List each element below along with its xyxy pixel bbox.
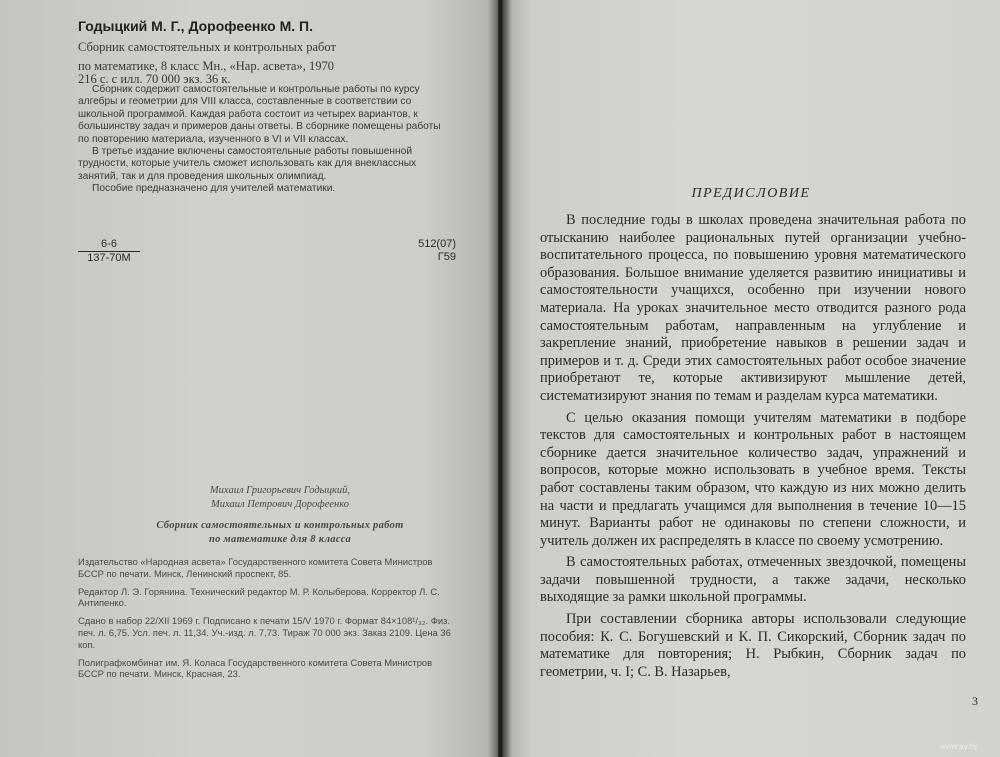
annotation-paragraph: Пособие предназначено для учителей математики.	[92, 183, 336, 195]
publisher-info-paragraph: Редактор Л. Э. Горянина. Технический редактор М. Р. Колыберова. Корректор Л. С. Антипенко.	[78, 585, 440, 609]
catalog-title	[78, 38, 450, 76]
publisher-info-paragraph: Сдано в набор 22/XII 1969 г. Подписано к печати 15/V 1970 г. Формат 84×108¹/₃₂. Физ. печ. л. 6,75. Усл. печ. л. 11,34. Уч.-изд. л. 7,73. Тираж 70 000 экз. Заказ 2109. Цена 36 коп.	[78, 615, 451, 650]
site-watermark: www.ay.by	[940, 742, 978, 751]
book-gutter	[488, 0, 512, 757]
catalog-authors: Годыцкий М. Г., Дорофеенко М. П.	[78, 18, 314, 34]
preface-body	[540, 212, 966, 685]
preface-heading: ПРЕДИСЛОВИЕ	[691, 186, 811, 201]
index-code-denominator: 137-70М	[87, 252, 131, 264]
index-code-numerator: 6-6	[78, 238, 140, 252]
catalog-title-line: Сборник самостоятельных и контрольных работ	[78, 40, 336, 54]
preface-paragraph: При составлении сборника авторы использовали следующие пособия: К. С. Богушевский и К. П. Сикорский, Сборник задач по математике для повторения; Н. Рыбкин, Сборник задач по геометрии, ч. I; С. В. Назарьев,	[540, 611, 966, 680]
index-code-right	[412, 238, 456, 264]
annotation-paragraph: В третье издание включены самостоятельные работы повышенной трудности, которые учитель сможет использовать как для внеклассных занятий, так и для проведения школьных олимпиад.	[78, 146, 417, 182]
author-name: Михаил Петрович Дорофеенко	[210, 499, 350, 510]
publisher-info-paragraph: Издательство «Народная асвета» Государственного комитета Совета Министров БССР по печати. Минск, Ленинский проспект, 85.	[78, 556, 433, 579]
preface-paragraph: В последние годы в школах проведена значительная работа по отысканию наиболее рациональных путей организации учебно-воспитательного процесса, по повышению уровня математического образования. Большое внимание уделяется развитию инициативы и самостоятельности учащихся, особенно при изучении нового материала. На уроках значительное место отводится разного рода самостоятельным работам, направленным на углубление и закрепление знаний, приобретение навыков в решении задач и примеров и т. д. Среди этих самостоятельных работ особое значение приобретают те, которые активизируют мышление детей, систематизируют знания по темам и разделам курса математики.	[540, 212, 966, 404]
preface-paragraph: В самостоятельных работах, отмеченных звездочкой, помещены задачи повышенной трудности, а также задачи, несколько выходящие за рамки школьной программы.	[540, 554, 966, 606]
catalog-imprint: 216 с. с илл. 70 000 экз. 36 к.	[78, 72, 231, 86]
annotation	[78, 84, 450, 196]
udc-code: 512(07)	[418, 238, 456, 250]
author-fullnames	[100, 484, 460, 547]
index-code-left	[78, 238, 140, 264]
preface-paragraph: С целью оказания помощи учителям математики в подборе текстов для самостоятельных и контрольных работ в настоящем сборнике дается значительное количество задач, упражнений и вопросов, которые можно использовать в учебное время. Тексты работ составлены таким образом, что каждую из них можно делить на части и предлагать учащимся для выполнения в течение 10—15 минут. Варианты работ не одинаковы по степени сложности, и учитель должен их распределять в классе по своему усмотрению.	[540, 409, 966, 549]
author-name: Михаил Григорьевич Годыцкий,	[209, 485, 351, 496]
bbk-code: Г59	[437, 251, 456, 263]
annotation-paragraph: Сборник содержит самостоятельные и контрольные работы по курсу алгебры и геометрии для VIII класса, составленные в соответствии со школьной программой. Каждая работа состоит из четырех вариантов, к большинству задач и примеров даны ответы. В сборнике помещены работы по повторению материала, изученного в VI и VII классах.	[78, 84, 441, 145]
catalog-title-line: по математике, 8 класс Мн., «Нар. асвета», 1970	[78, 59, 334, 73]
publisher-info-paragraph: Полиграфкомбинат им. Я. Коласа Государственного комитета Совета Министров БССР по печати. Минск, Красная, 23.	[78, 656, 433, 680]
left-page	[0, 0, 498, 757]
page-number: 3	[972, 694, 978, 708]
publisher-info	[78, 556, 453, 686]
book-title-line: по математике для 8 класса	[208, 534, 352, 545]
book-title-line: Сборник самостоятельных и контрольных работ	[156, 520, 404, 531]
